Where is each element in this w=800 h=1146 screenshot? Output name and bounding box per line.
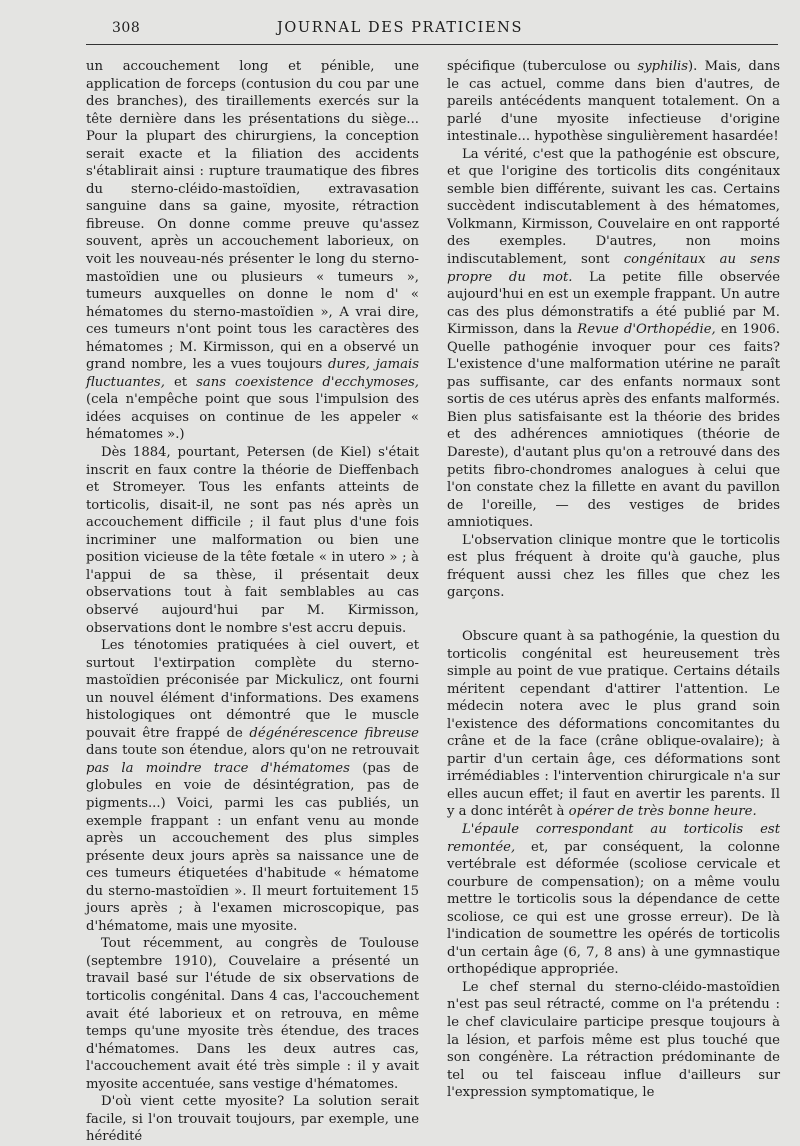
paragraph: Obscure quant à sa pathogénie, la question du torticolis congénital est heureusement très simple au point de vue pratique. Certains détails méritent cependant d'attirer l'attention. Le médecin notera avec le plus grand soin l'existence des déformations concomitantes du crâne et de la face (crâne oblique-ovalaire); à partir d'un certain âge, ces déformations sont irrémédiables : l'intervention chirurgicale n'a sur elles aucun effet; il faut en avertir les parents. Il y a donc intérêt à opérer de très bonne heure. (447, 628, 780, 820)
paragraph: Dès 1884, pourtant, Petersen (de Kiel) s'était inscrit en faux contre la théorie de Dieffenbach et Stromeyer. Tous les enfants atteints de torticolis, disait-il, ne sont pas nés après un accouchement difficile ; il faut plus d'une fois incriminer une malformation ou bien une position vicieuse de la tête fœtale « in utero » ; à l'appui de sa thèse, il présentait deux observations tout à fait semblables au cas observé aujourd'hui par M. Kirmisson, observations dont le nombre s'est accru depuis. (86, 445, 419, 636)
paragraph: L'observation clinique montre que le torticolis est plus fréquent à droite qu'à gauche, plus fréquent aussi chez les filles que chez les garçons. (447, 532, 780, 601)
paragraph: La vérité, c'est que la pathogénie est obscure, et que l'origine des torticolis dits congénitaux semble bien différente, suivant les cas. Certains succèdent indiscutablement à des hématomes, Volkmann, Kirmisson, Couvelaire en ont rapporté des exemples. D'autres, non moins indiscutablement, sont congénitaux au sens propre du mot. La petite fille observée aujourd'hui en est un exemple frappant. Un autre cas des plus démonstratifs a été publié par M. Kirmisson, dans la Revue d'Orthopédie, en 1906. Quelle pathogénie invoquer pour ces faits? L'existence d'une malformation utérine ne paraît pas suffisante, car des enfants normaux sont sortis de ces utérus après des enfants malformés. Bien plus satisfaisante est la théorie des brides et des adhérences amniotiques (théorie de Dareste), d'autant plus qu'on a retrouvé dans des petits fibro-chondromes analogues à celui que l'on constate chez la fillette en avant du pavillon de l'oreille, — des vestiges de brides amniotiques. (447, 146, 781, 531)
paragraph: Le chef sternal du sterno-cléido-mastoïdien n'est pas seul rétracté, comme on l'a prétendu : le chef claviculaire participe presque toujours à la lésion, et parfois même est plus touché que son congénère. La rétraction prédominante de tel ou tel faisceau influe d'ailleurs sur l'expression symptomatique, le (447, 979, 780, 1101)
paragraph: spécifique (tuberculose ou syphilis). Mais, dans le cas actuel, comme dans bien d'autres, de pareils antécédents manquent totalement. On a parlé d'une myosite infectieuse d'origine intestinale... hypothèse singulièrement hasardée! (447, 59, 780, 145)
journal-title: JOURNAL DES PRATICIENS (277, 20, 523, 36)
paragraph: L'épaule correspondant au torticolis est remontée, et, par conséquent, la colonne vertébrale est déformée (scoliose cervicale et courbure de compensation); on a même voulu mettre le torticolis sous la dépendance de cette scoliose, ce qui est une grosse erreur). De là l'indication de soumettre les opérés de torticolis d'un certain âge (6, 7, 8 ans) à une gymnastique orthopédique appropriée. (447, 821, 780, 978)
paragraph: D'où vient cette myosite? La solution serait facile, si l'on trouvait toujours, par exemple, une hérédité (86, 1094, 419, 1145)
right-column (447, 58, 780, 1102)
paragraph: Tout récemment, au congrès de Toulouse (septembre 1910), Couvelaire a présenté un travail basé sur l'étude de six observations de torticolis congénital. Dans 4 cas, l'accouchement avait été laborieux et on retrouva, en même temps qu'une myosite très étendue, des traces d'hématomes. Dans les deux autres cas, l'accouchement avait été très simple : il y avait myosite accentuée, sans vestige d'hématomes. (86, 936, 419, 1092)
page-number: 308 (112, 20, 141, 36)
paragraph: un accouchement long et pénible, une application de forceps (contusion du cou par une des branches), des tiraillements exercés sur la tête dernière dans les présentations du siège... Pour la plupart des chirurgiens, la conception serait exacte et la filiation des accidents s'établirait ainsi : rupture traumatique des fibres du sterno-cléido-mastoïdien, extravasation sanguine dans sa gaine, myosite, rétraction fibreuse. On donne comme preuve qu'assez souvent, après un accouchement laborieux, on voit les nouveau-nés présenter le long du sterno-mastoïdien une ou plusieurs « tumeurs », tumeurs auxquelles on donne le nom d' « hématomes du sterno-mastoïdien », A vrai dire, ces tumeurs n'ont point tous les caractères des hématomes ; M. Kirmisson, qui en a observé un grand nombre, les a vues toujours dures, jamais fluctuantes, et sans coexistence d'ecchymoses, (cela n'empêche point que sous l'impulsion des idées acquises on continue de les appeler « hématomes ».) (86, 59, 419, 443)
header-rule (86, 44, 778, 45)
paragraph: Les ténotomies pratiquées à ciel ouvert, et surtout l'extirpation complète du sterno-mastoïdien préconisée par Mickulicz, ont fourni un nouvel élément d'informations. Des examens histologiques ont démontré que le muscle pouvait être frappé de dégénérescence fibreuse dans toute son étendue, alors qu'on ne retrouvait pas la moindre trace d'hématomes (pas de globules en voie de désintégration, pas de pigments...) Voici, parmi les cas publiés, un exemple frappant : un enfant venu au monde après un accouchement des plus simples présente deux jours après sa naissance une de ces tumeurs étiquetées d'habitude « hématome du sterno-mastoïdien ». Il meurt fortuitement 15 jours après ; à l'examen microscopique, pas d'hématome, mais une myosite. (86, 638, 419, 934)
left-column (86, 58, 419, 1146)
